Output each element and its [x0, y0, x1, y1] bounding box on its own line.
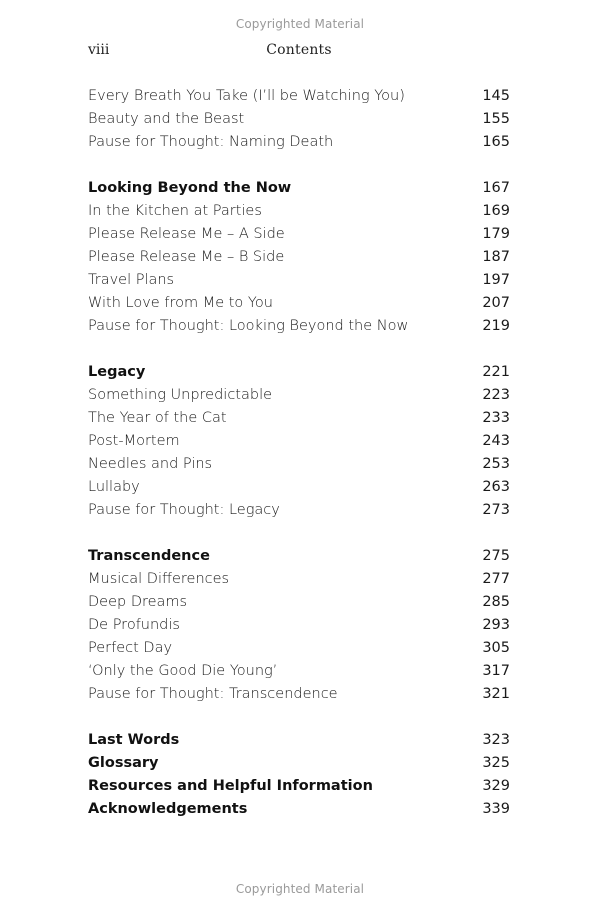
table-of-contents — [88, 85, 510, 844]
toc-entry-page-number: 273 — [482, 502, 510, 518]
toc-entry-title: Every Breath You Take (I’ll be Watching You) — [88, 88, 405, 104]
toc-entry-title: Pause for Thought: Transcendence — [88, 686, 338, 702]
toc-entry-page-number: 329 — [482, 778, 510, 794]
toc-section — [88, 85, 510, 154]
toc-entry[interactable] — [88, 407, 510, 430]
toc-entry-title: Glossary — [88, 755, 159, 771]
toc-entry-title: With Love from Me to You — [88, 295, 273, 311]
toc-entry-title: Last Words — [88, 732, 180, 748]
toc-entry[interactable] — [88, 614, 510, 637]
toc-part-heading[interactable] — [88, 545, 510, 568]
toc-entry-title: Pause for Thought: Legacy — [88, 502, 280, 518]
toc-section — [88, 361, 510, 522]
toc-entry-title: Looking Beyond the Now — [88, 180, 292, 196]
toc-part-heading[interactable] — [88, 177, 510, 200]
toc-part-heading[interactable] — [88, 361, 510, 384]
toc-entry-title: Transcendence — [88, 548, 210, 564]
toc-entry-title: Something Unpredictable — [88, 387, 273, 403]
toc-entry[interactable] — [88, 131, 510, 154]
toc-entry-title: Beauty and the Beast — [88, 111, 245, 127]
toc-part-heading[interactable] — [88, 729, 510, 752]
toc-entry[interactable] — [88, 683, 510, 706]
toc-entry-page-number: 277 — [482, 571, 510, 587]
toc-entry-title: Legacy — [88, 364, 146, 380]
toc-entry-page-number: 285 — [482, 594, 510, 610]
toc-part-heading[interactable] — [88, 775, 510, 798]
toc-entry-page-number: 325 — [482, 755, 510, 771]
toc-entry[interactable] — [88, 200, 510, 223]
page-folio: viii — [88, 42, 110, 58]
toc-entry-page-number: 155 — [482, 111, 510, 127]
running-head-title: Contents — [266, 42, 332, 58]
toc-entry-title: Travel Plans — [88, 272, 175, 288]
running-head — [88, 42, 510, 60]
toc-entry[interactable] — [88, 430, 510, 453]
copyright-watermark-bottom: Copyrighted Material — [235, 882, 365, 896]
toc-entry[interactable] — [88, 85, 510, 108]
toc-section — [88, 545, 510, 706]
toc-entry-page-number: 253 — [482, 456, 510, 472]
toc-entry[interactable] — [88, 108, 510, 131]
toc-entry-page-number: 263 — [482, 479, 510, 495]
toc-entry-page-number: 207 — [482, 295, 510, 311]
toc-entry-title: Musical Differences — [88, 571, 230, 587]
toc-entry-page-number: 179 — [482, 226, 510, 242]
toc-entry[interactable] — [88, 476, 510, 499]
toc-entry-title: In the Kitchen at Parties — [88, 203, 262, 219]
toc-entry[interactable] — [88, 292, 510, 315]
toc-entry[interactable] — [88, 223, 510, 246]
toc-entry[interactable] — [88, 315, 510, 338]
toc-entry-title: Please Release Me – B Side — [88, 249, 285, 265]
toc-entry-page-number: 197 — [482, 272, 510, 288]
toc-entry[interactable] — [88, 246, 510, 269]
toc-entry-title: Pause for Thought: Looking Beyond the Now — [88, 318, 409, 334]
toc-entry[interactable] — [88, 453, 510, 476]
toc-entry-page-number: 145 — [482, 88, 510, 104]
toc-entry[interactable] — [88, 384, 510, 407]
toc-entry-page-number: 221 — [482, 364, 510, 380]
toc-entry-page-number: 339 — [482, 801, 510, 817]
toc-entry-title: The Year of the Cat — [88, 410, 227, 426]
toc-entry-page-number: 305 — [482, 640, 510, 656]
toc-entry-page-number: 275 — [482, 548, 510, 564]
toc-entry[interactable] — [88, 499, 510, 522]
toc-entry-title: Post-Mortem — [88, 433, 180, 449]
toc-entry-title: Perfect Day — [88, 640, 173, 656]
toc-entry-title: Acknowledgements — [88, 801, 248, 817]
toc-entry-page-number: 243 — [482, 433, 510, 449]
toc-entry-page-number: 321 — [482, 686, 510, 702]
toc-entry-page-number: 233 — [482, 410, 510, 426]
toc-part-heading[interactable] — [88, 752, 510, 775]
toc-entry[interactable] — [88, 660, 510, 683]
copyright-watermark-top: Copyrighted Material — [235, 17, 365, 31]
toc-part-heading[interactable] — [88, 798, 510, 821]
toc-entry-page-number: 187 — [482, 249, 510, 265]
toc-entry[interactable] — [88, 637, 510, 660]
toc-entry-page-number: 169 — [482, 203, 510, 219]
toc-entry-title: ‘Only the Good Die Young’ — [88, 663, 278, 679]
toc-entry-title: Resources and Helpful Information — [88, 778, 373, 794]
toc-entry-page-number: 323 — [482, 732, 510, 748]
toc-entry[interactable] — [88, 269, 510, 292]
toc-entry-page-number: 167 — [482, 180, 510, 196]
toc-entry-title: Pause for Thought: Naming Death — [88, 134, 334, 150]
toc-entry-title: Deep Dreams — [88, 594, 188, 610]
toc-entry-title: De Profundis — [88, 617, 180, 633]
toc-entry[interactable] — [88, 568, 510, 591]
toc-section — [88, 729, 510, 821]
toc-entry-title: Needles and Pins — [88, 456, 213, 472]
toc-entry[interactable] — [88, 591, 510, 614]
toc-entry-page-number: 293 — [482, 617, 510, 633]
toc-section — [88, 177, 510, 338]
toc-entry-page-number: 219 — [482, 318, 510, 334]
toc-entry-page-number: 165 — [482, 134, 510, 150]
toc-entry-title: Please Release Me – A Side — [88, 226, 285, 242]
toc-entry-page-number: 317 — [482, 663, 510, 679]
toc-entry-title: Lullaby — [88, 479, 140, 495]
toc-entry-page-number: 223 — [482, 387, 510, 403]
